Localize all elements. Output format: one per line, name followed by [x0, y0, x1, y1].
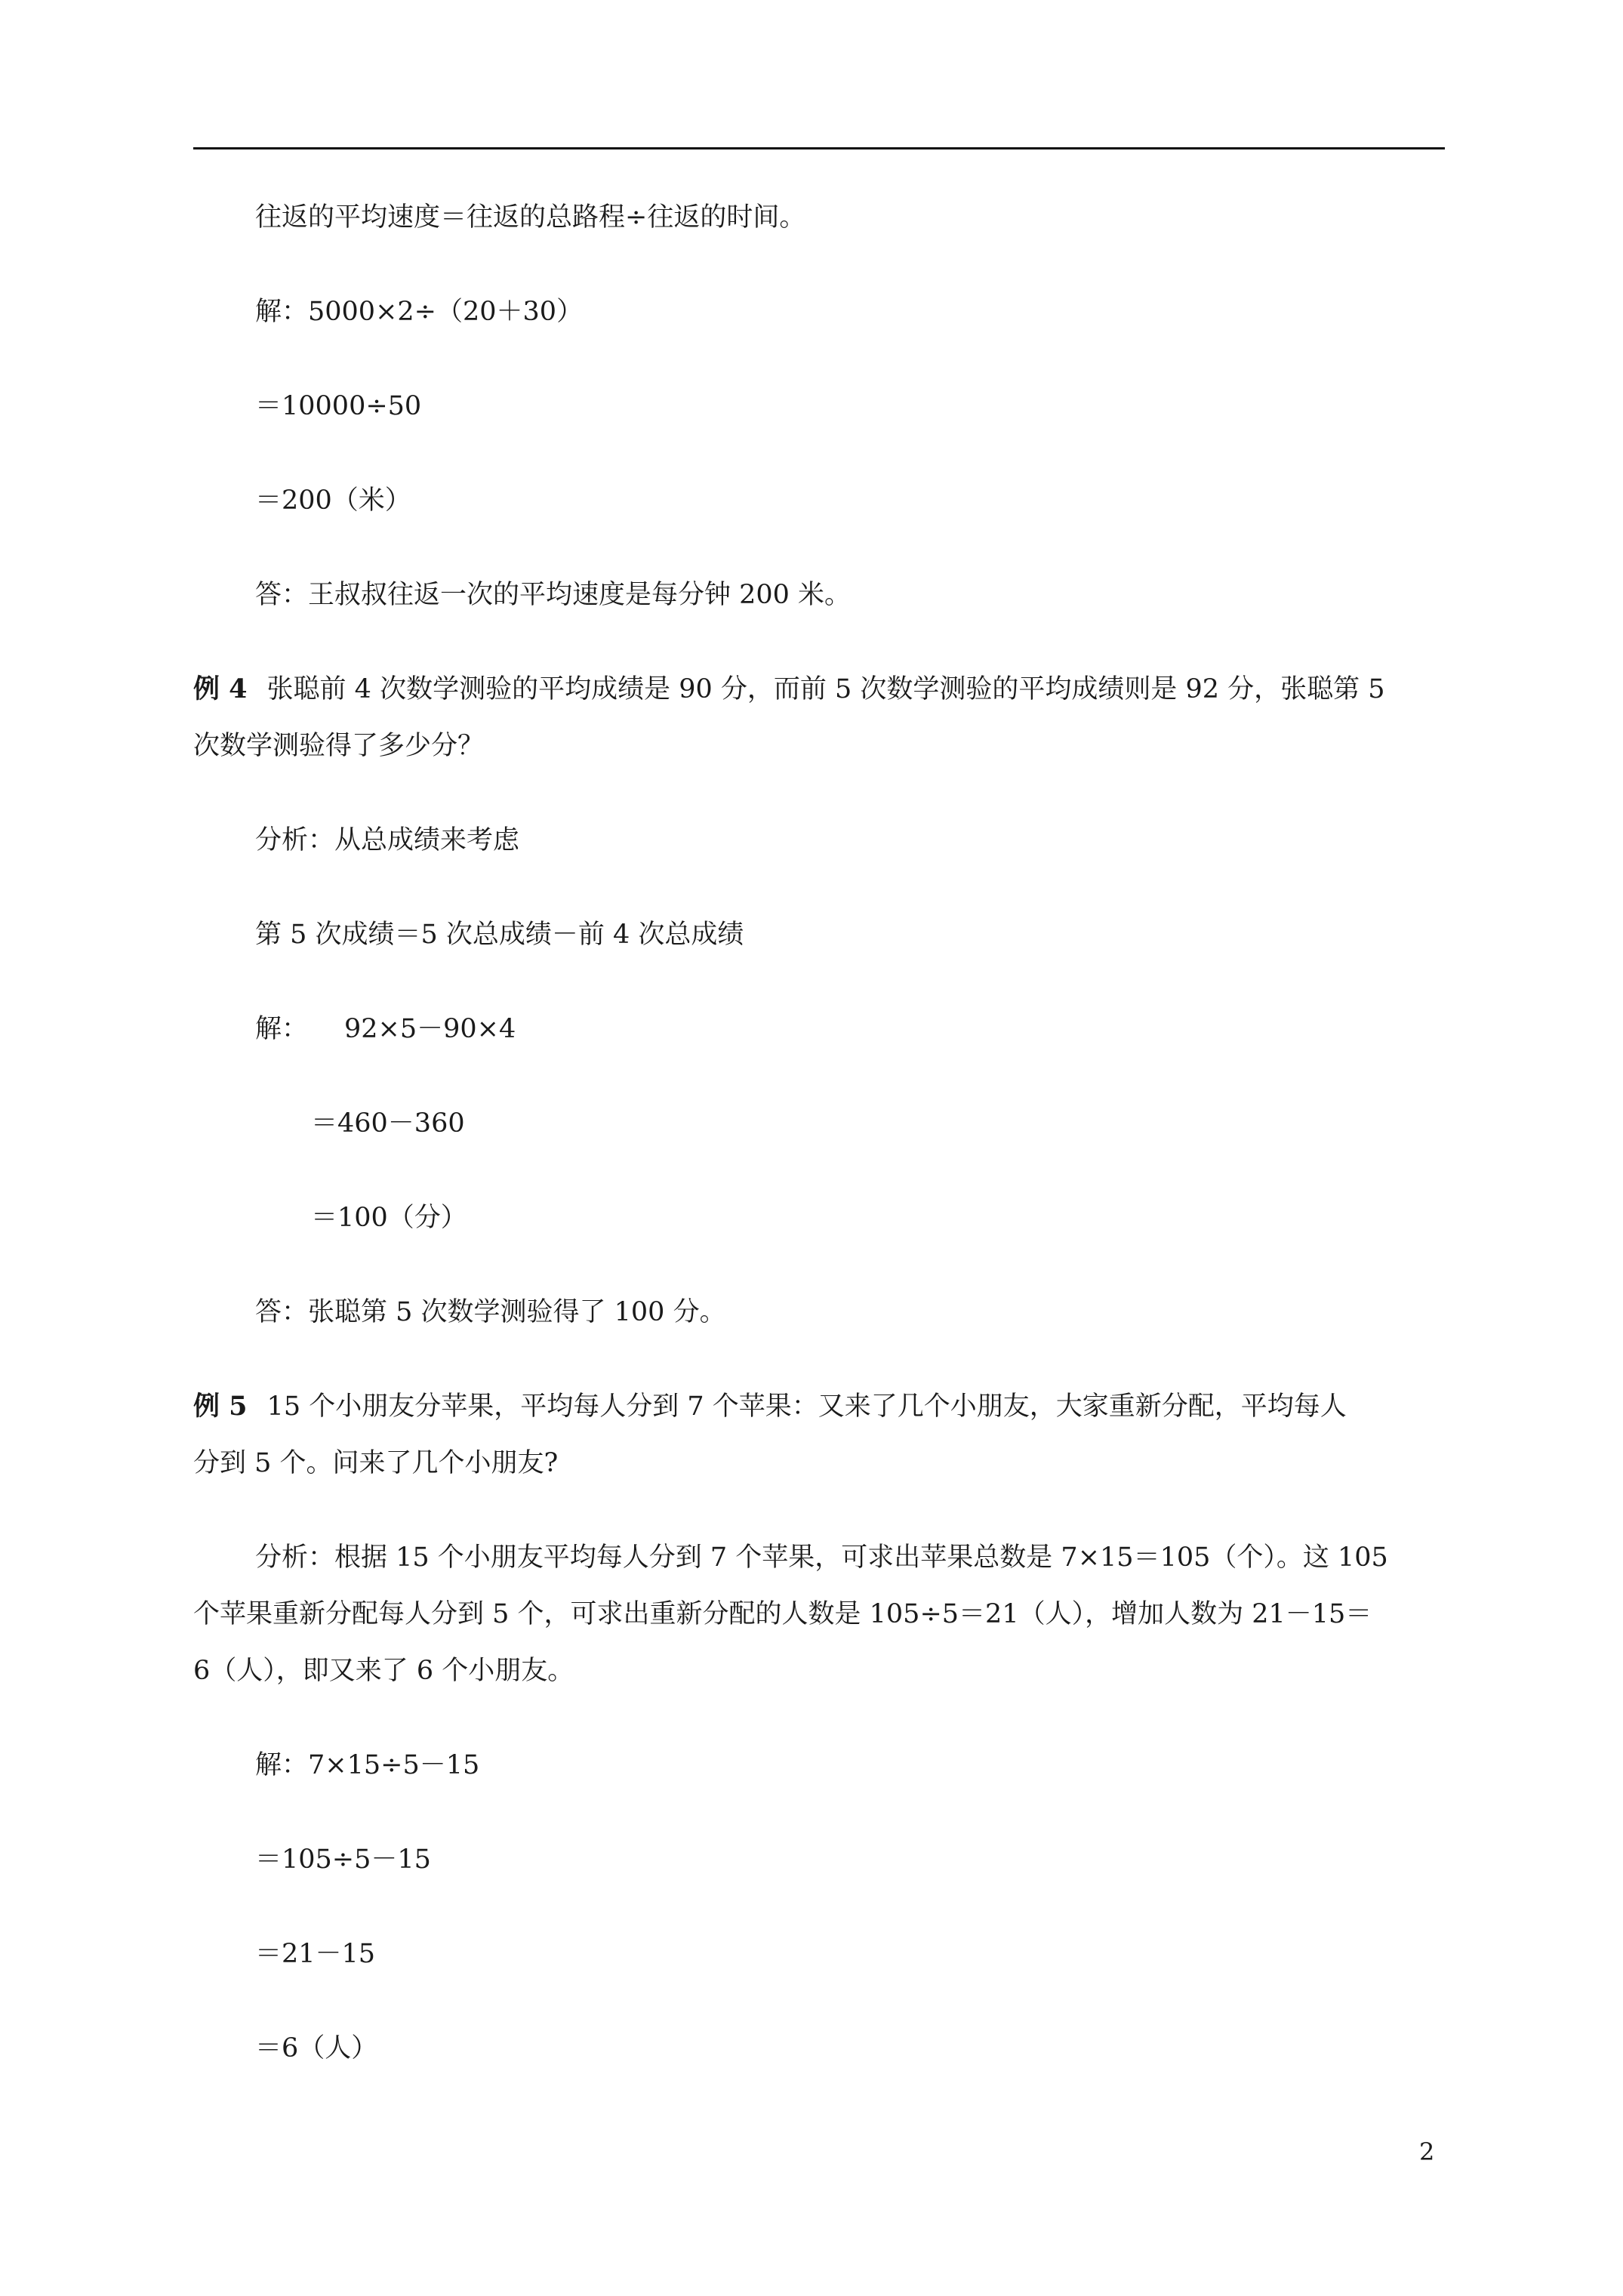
solution-line: 解：5000×2÷（20＋30）	[255, 297, 584, 327]
average-speed-formula: 往返的平均速度＝往返的总路程÷往返的时间。	[255, 202, 806, 233]
example-5-analysis-line-2: 个苹果重新分配每人分到 5 个，可求出重新分配的人数是 105÷5＝21（人），增加人数为 21－15＝	[193, 1599, 1372, 1629]
example-4-step-1: ＝460－360	[311, 1108, 465, 1139]
example-5-solution: 解：7×15÷5－15	[255, 1750, 480, 1780]
example-4-step-2: ＝100（分）	[311, 1203, 467, 1233]
example-5-step-1: ＝105÷5－15	[255, 1845, 431, 1875]
example-4-question-text: 张聪前 4 次数学测验的平均成绩是 90 分，而前 5 次数学测验的平均成绩则是 92 分，张聪第 5	[266, 674, 1385, 704]
header-rule	[193, 147, 1445, 149]
solution-step: ＝10000÷50	[255, 391, 422, 421]
example-5-step-2: ＝21－15	[255, 1939, 376, 1969]
solution-result: ＝200（米）	[255, 485, 411, 516]
example-4-analysis: 分析：从总成绩来考虑	[255, 825, 520, 855]
example-4-solution	[255, 1014, 516, 1044]
example-4-answer: 答：张聪第 5 次数学测验得了 100 分。	[255, 1297, 726, 1327]
example-5-question-line	[193, 1391, 1347, 1422]
example-4-solution-label: 解：	[255, 1014, 309, 1044]
answer-line: 答：王叔叔往返一次的平均速度是每分钟 200 米。	[255, 580, 852, 610]
example-5-question-continuation: 分到 5 个。问来了几个小朋友?	[193, 1448, 559, 1478]
example-4-relation: 第 5 次成绩＝5 次总成绩－前 4 次总成绩	[255, 920, 744, 950]
example-4-question-line	[193, 674, 1385, 704]
example-5-analysis-line-1: 分析：根据 15 个小朋友平均每人分到 7 个苹果，可求出苹果总数是 7×15＝105（个）。这 105	[255, 1542, 1388, 1573]
example-5-step-3: ＝6（人）	[255, 2033, 378, 2063]
example-4-question-continuation: 次数学测验得了多少分？	[193, 731, 485, 761]
example-5-question-text: 15 个小朋友分苹果，平均每人分到 7 个苹果：又来了几个小朋友，大家重新分配，平均每人	[266, 1391, 1347, 1422]
example-4-solution-expression: 92×5－90×4	[344, 1014, 516, 1044]
example-5-analysis-line-3: 6（人），即又来了 6 个小朋友。	[193, 1656, 574, 1686]
example-4-label: 例 4	[193, 673, 248, 704]
page-number: 2	[1419, 2137, 1435, 2166]
example-5-label: 例 5	[193, 1391, 248, 1422]
